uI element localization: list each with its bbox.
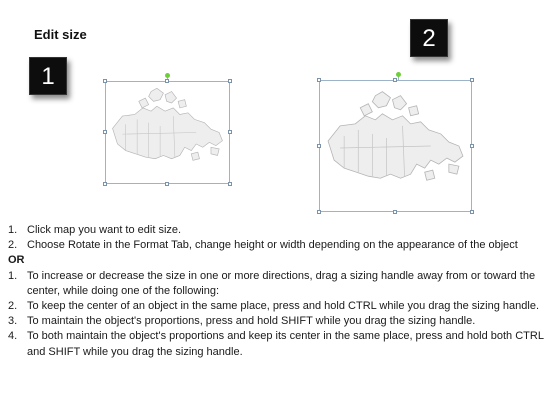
sizing-handle-icon[interactable] <box>228 79 232 83</box>
step-badge-2: 2 <box>410 19 448 57</box>
step-number: 4. <box>8 330 18 343</box>
step-text: To maintain the object's proportions, press and hold SHIFT while you drag the sizing handle. <box>27 315 476 328</box>
step-number: 2. <box>8 239 18 252</box>
list-item <box>8 299 556 314</box>
canada-map-icon <box>106 82 229 183</box>
sizing-handle-icon[interactable] <box>165 182 169 186</box>
step-number: 3. <box>8 315 18 328</box>
step-text: To increase or decrease the size in one or more directions, drag a sizing handle away from or toward the center, while doing one of the following: <box>27 269 536 297</box>
sizing-handle-icon[interactable] <box>317 210 321 214</box>
sizing-handle-icon[interactable] <box>393 78 397 82</box>
sizing-handle-icon[interactable] <box>470 210 474 214</box>
list-item <box>8 223 556 238</box>
sizing-handle-icon[interactable] <box>228 130 232 134</box>
sizing-handle-icon[interactable] <box>165 79 169 83</box>
sizing-handle-icon[interactable] <box>317 78 321 82</box>
rotate-handle-icon[interactable] <box>396 72 401 77</box>
list-item <box>8 329 556 359</box>
instructions <box>8 223 556 360</box>
step-text: Choose Rotate in the Format Tab, change height or width depending on the appearance of the object <box>27 239 518 252</box>
sizing-handle-icon[interactable] <box>470 78 474 82</box>
list-item <box>8 314 556 329</box>
step-number: 1. <box>8 269 18 282</box>
step-text: Click map you want to edit size. <box>27 224 182 236</box>
step-badge-1: 1 <box>29 57 67 95</box>
sizing-handle-icon[interactable] <box>103 182 107 186</box>
canada-map-small[interactable] <box>105 81 230 184</box>
rotate-handle-icon[interactable] <box>165 73 170 78</box>
sizing-handle-icon[interactable] <box>470 144 474 148</box>
canada-map-large[interactable] <box>319 80 472 212</box>
list-item <box>8 238 556 253</box>
sizing-handle-icon[interactable] <box>103 130 107 134</box>
sizing-handle-icon[interactable] <box>317 144 321 148</box>
sizing-handle-icon[interactable] <box>228 182 232 186</box>
step-number: 1. <box>8 224 18 236</box>
canada-map-icon <box>320 81 471 211</box>
list-item <box>8 269 556 299</box>
or-divider: OR <box>8 254 25 267</box>
page-title: Edit size <box>34 27 87 42</box>
step-number: 2. <box>8 300 18 313</box>
sizing-handle-icon[interactable] <box>103 79 107 83</box>
sizing-handle-icon[interactable] <box>393 210 397 214</box>
step-text: To keep the center of an object in the same place, press and hold CTRL while you drag the sizing handle. <box>27 300 540 313</box>
step-text: To both maintain the object's proportions and keep its center in the same place, press and hold both CTRL and SHIFT while you drag the sizing handle. <box>27 330 544 358</box>
